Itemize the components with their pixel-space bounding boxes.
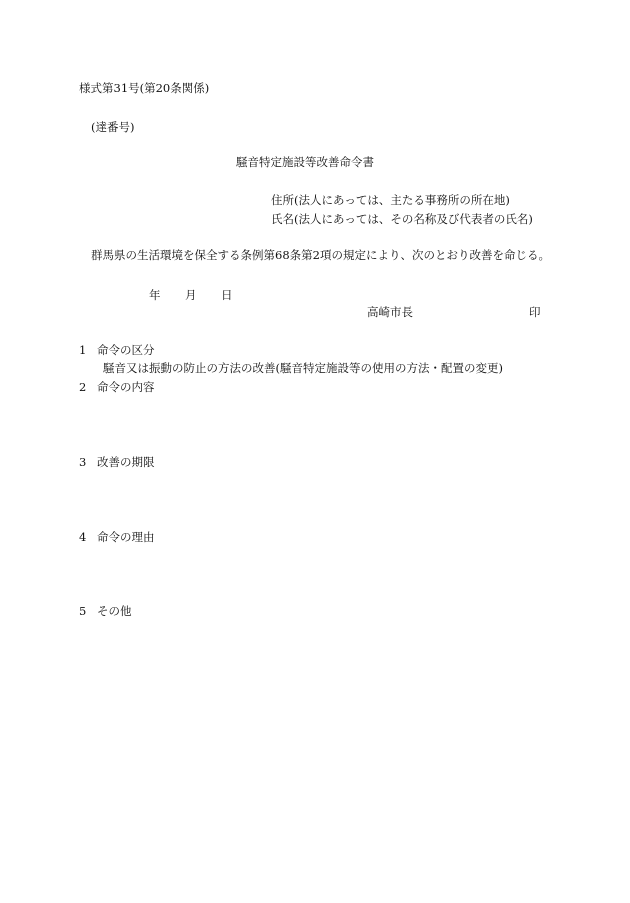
- section-number: 1: [79, 343, 87, 357]
- section-content: 騒音又は振動の防止の方法の改善(騒音特定施設等の使用の方法・配置の変更): [103, 361, 503, 375]
- section-number: 5: [79, 604, 87, 618]
- date-month: 月: [185, 288, 197, 302]
- recipient-name-label: 氏名(法人にあっては、その名称及び代表者の氏名): [271, 212, 533, 226]
- section-number: 2: [79, 380, 87, 394]
- document-title: 騒音特定施設等改善命令書: [236, 155, 374, 169]
- section-number: 3: [79, 455, 87, 469]
- document-number: (達番号): [91, 120, 135, 134]
- date-day: 日: [221, 288, 233, 302]
- form-number: 様式第31号(第20条関係): [79, 81, 210, 95]
- seal-mark: 印: [529, 305, 541, 319]
- section-number: 4: [79, 530, 87, 544]
- recipient-address-label: 住所(法人にあっては、主たる事務所の所在地): [271, 193, 510, 207]
- date-year: 年: [149, 288, 161, 302]
- section-heading: 命令の内容: [97, 380, 155, 394]
- section-heading: 命令の区分: [97, 343, 155, 357]
- section-heading: 命令の理由: [97, 530, 155, 544]
- order-statement: 群馬県の生活環境を保全する条例第68条第2項の規定により、次のとおり改善を命じる。: [91, 248, 550, 262]
- section-heading: その他: [97, 604, 132, 618]
- issuer-title: 高崎市長: [367, 305, 413, 319]
- section-heading: 改善の期限: [97, 455, 155, 469]
